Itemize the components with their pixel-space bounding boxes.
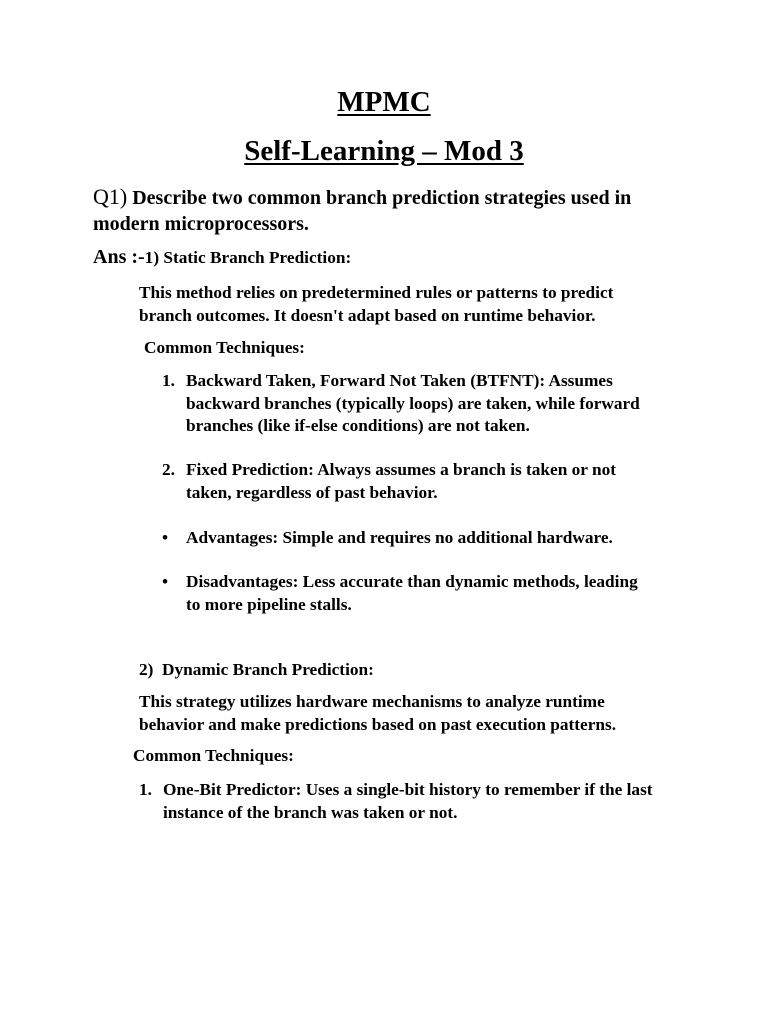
dynamic-techniques-heading: Common Techniques: [133,746,294,765]
list-item: Fixed Prediction: Always assumes a branch is taken or not taken, regardless of past behavior. [186,460,616,502]
answer-label: Ans :- [93,246,145,268]
question-label: Q1) [93,184,128,209]
list-item: One-Bit Predictor: Uses a single-bit history to remember if the last instance of the branch was taken or not. [163,780,653,822]
doc-subtitle: Self-Learning – Mod 3 [244,135,524,167]
bullet-marker: • [162,572,169,591]
static-heading: 1) Static Branch Prediction: [144,248,352,267]
question-text-line-2: modern microprocessors. [93,213,309,235]
list-marker: 2. [162,460,175,479]
dynamic-heading: 2) Dynamic Branch Prediction: [139,660,374,679]
static-techniques-heading: Common Techniques: [144,338,305,357]
bullet-marker: • [162,528,169,547]
list-marker: 1. [162,371,175,390]
answer-header [93,246,351,270]
list-item: Disadvantages: Less accurate than dynamic methods, leading to more pipeline stalls. [186,572,638,614]
list-marker: 1. [139,780,152,799]
static-description: This method relies on predetermined rules or patterns to predict branch outcomes. It doesn't adapt based on runtime behavior. [139,283,614,325]
question-1 [93,184,693,237]
doc-title: MPMC [337,86,431,118]
dynamic-description: This strategy utilizes hardware mechanisms to analyze runtime behavior and make predictions based on past execution patterns. [139,692,617,734]
list-item: Advantages: Simple and requires no additional hardware. [186,528,613,547]
question-text-line-1: Describe two common branch prediction strategies used in [132,187,632,209]
list-item: Backward Taken, Forward Not Taken (BTFNT): Assumes backward branches (typically loops) are taken, while forward branches (like if-else conditions) are not taken. [186,371,640,435]
